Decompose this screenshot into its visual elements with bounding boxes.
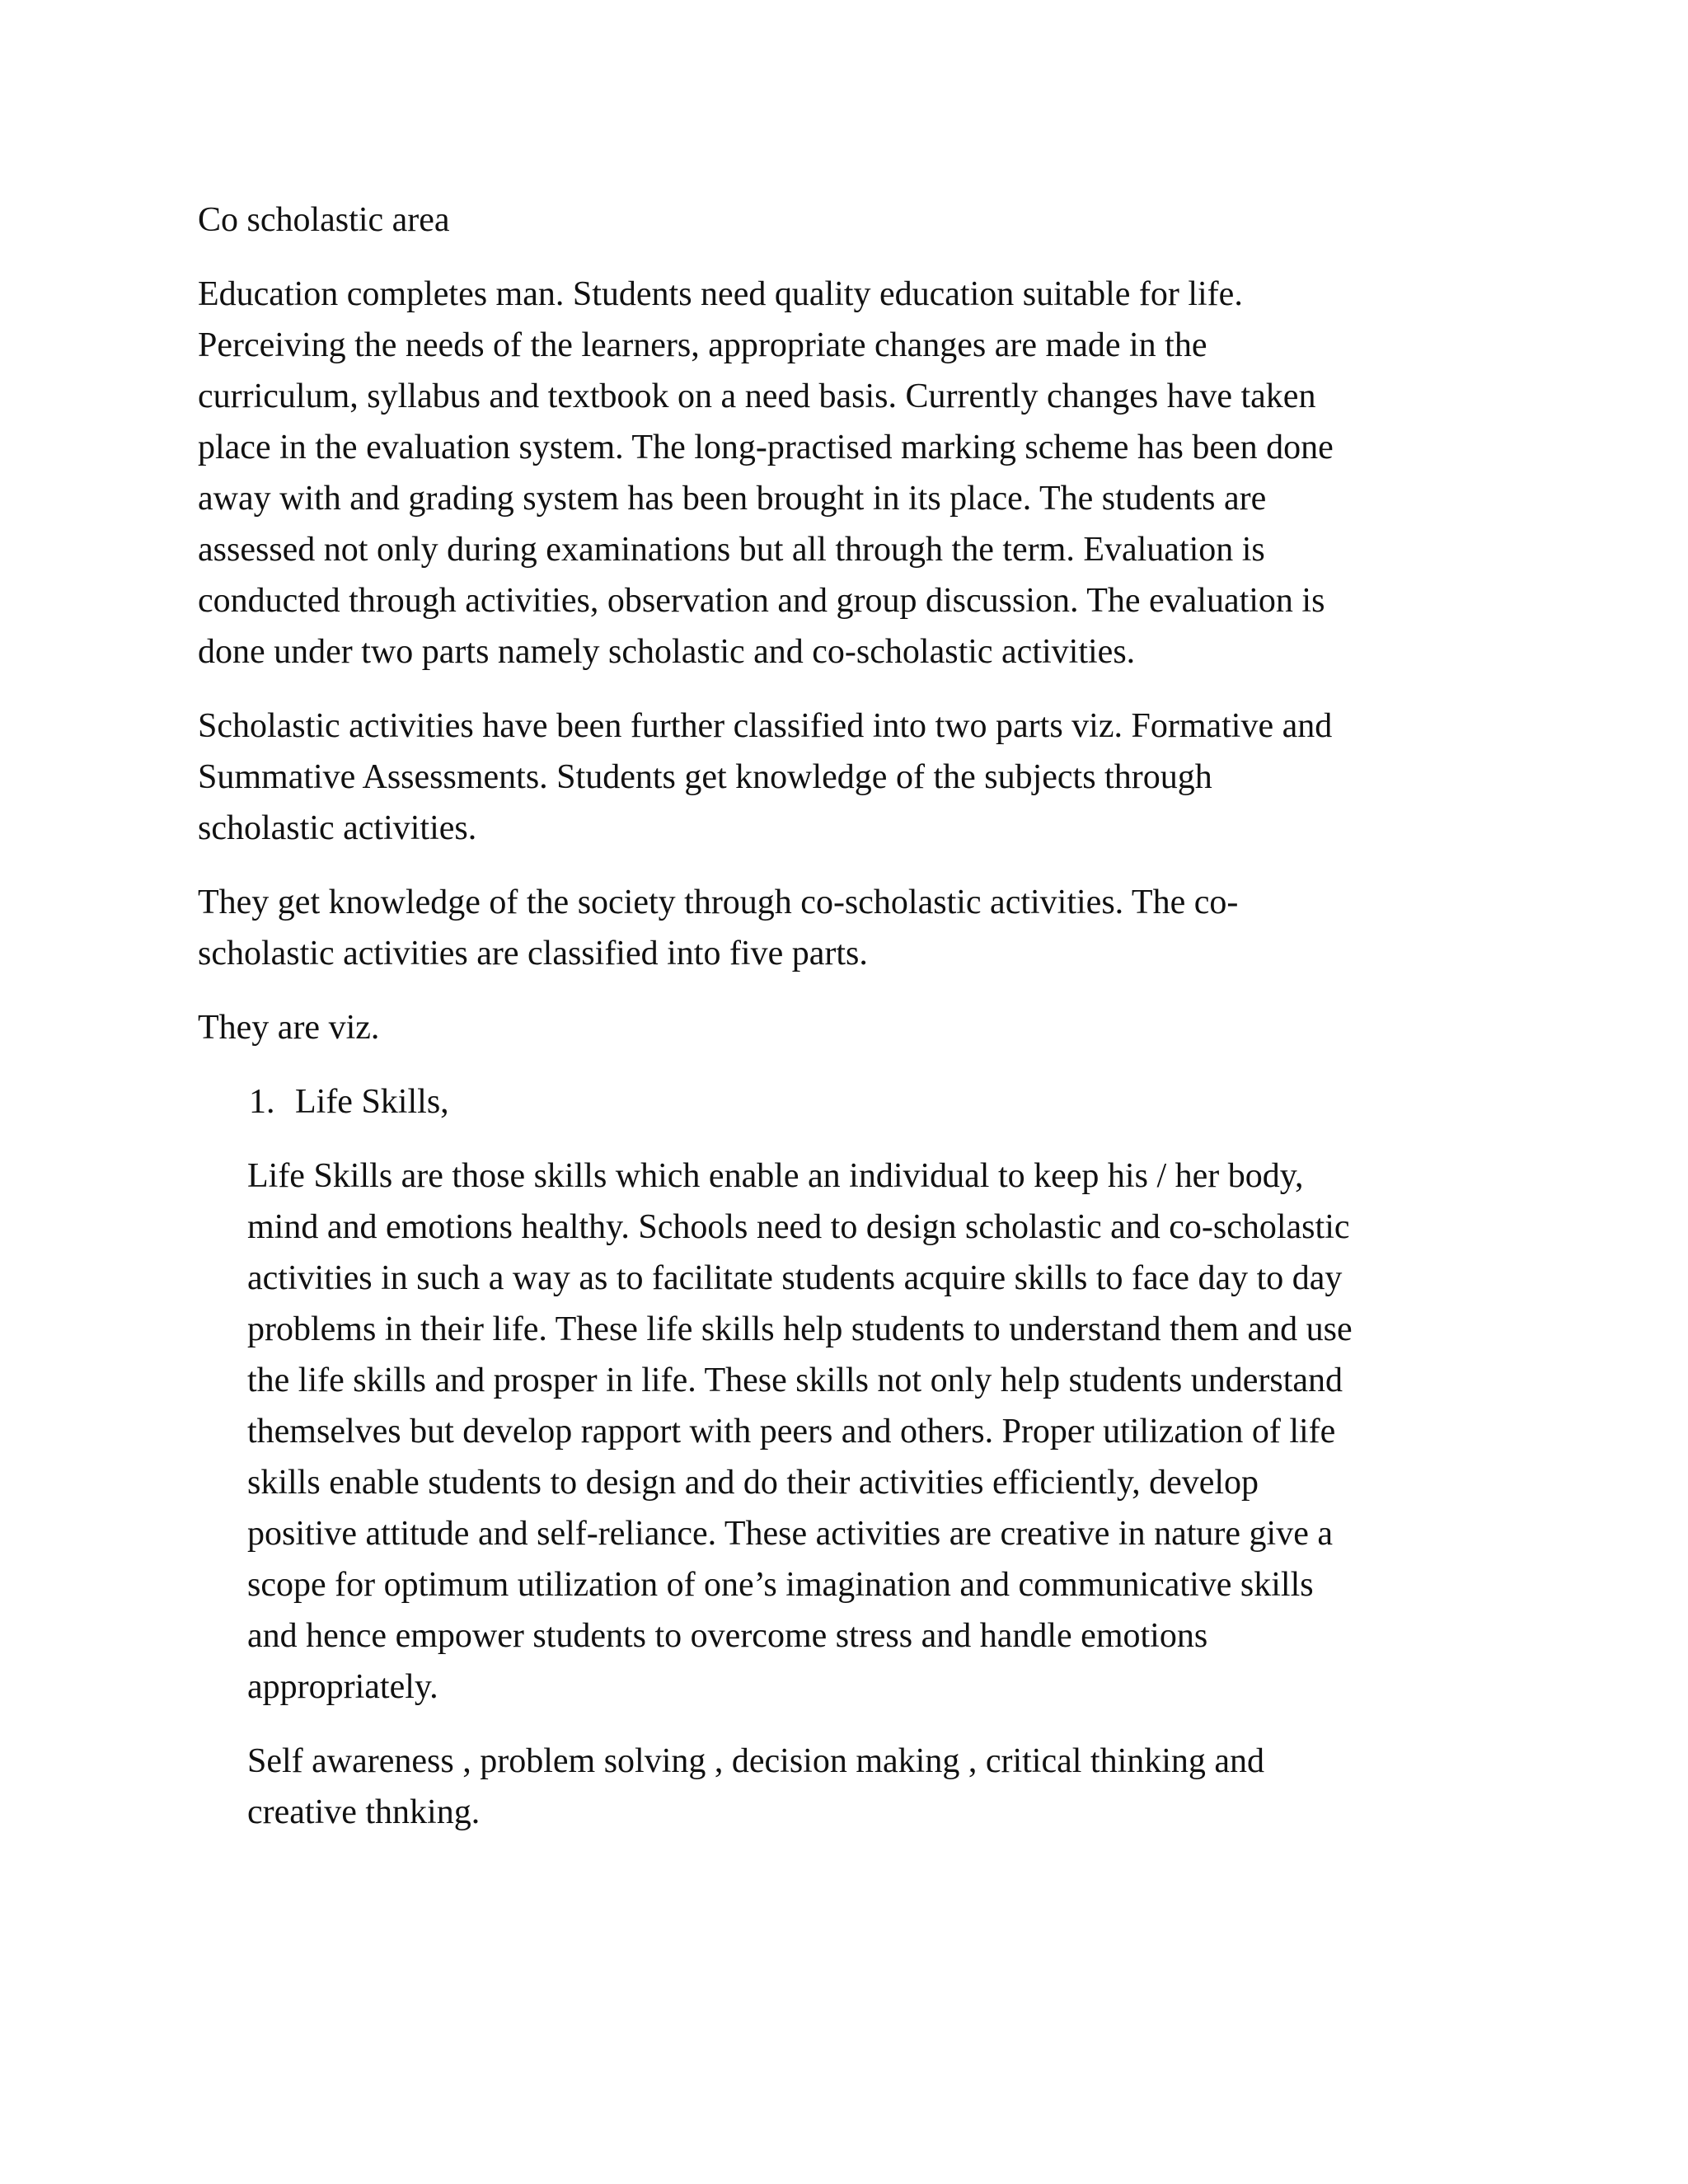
- document-title: Co scholastic area: [198, 201, 450, 239]
- text-line: appropriately.: [247, 1668, 438, 1706]
- text-line: assessed not only during examinations but all through the term. Evaluation is: [198, 531, 1265, 569]
- text-line: place in the evaluation system. The long-practised marking scheme has been done: [198, 429, 1334, 466]
- text-line: the life skills and prosper in life. These skills not only help students understand: [247, 1361, 1343, 1399]
- text-line: scholastic activities are classified into five parts.: [198, 935, 868, 972]
- text-line: Education completes man. Students need quality education suitable for life.: [198, 275, 1243, 313]
- list-item-number: 1.: [249, 1083, 275, 1121]
- text-line: problems in their life. These life skills help students to understand them and use: [247, 1310, 1353, 1348]
- text-line: mind and emotions healthy. Schools need to design scholastic and co-scholastic: [247, 1208, 1350, 1246]
- paragraph-life-skills: [247, 1151, 1484, 1713]
- text-line: conducted through activities, observation and group discussion. The evaluation is: [198, 582, 1325, 620]
- text-line: activities in such a way as to facilitate students acquire skills to face day to day: [247, 1259, 1343, 1297]
- text-line: done under two parts namely scholastic and co-scholastic activities.: [198, 633, 1136, 671]
- document-content: [198, 194, 1484, 1861]
- text-line: Scholastic activities have been further classified into two parts viz. Formative and: [198, 707, 1333, 745]
- text-line: Summative Assessments. Students get knowledge of the subjects through: [198, 758, 1212, 796]
- numbered-list: [198, 1076, 1484, 1127]
- text-line: They get knowledge of the society through co-scholastic activities. The co-: [198, 883, 1239, 921]
- paragraph-co-scholastic: [198, 877, 1484, 979]
- text-line: and hence empower students to overcome stress and handle emotions: [247, 1617, 1208, 1655]
- list-item-life-skills: [249, 1076, 1484, 1127]
- paragraph-intro: [198, 269, 1484, 677]
- text-line: scholastic activities.: [198, 809, 477, 847]
- text-line: They are viz.: [198, 1009, 380, 1047]
- paragraph-scholastic: [198, 701, 1484, 854]
- text-line: Life Skills are those skills which enable an individual to keep his / her body,: [247, 1157, 1304, 1195]
- text-line: scope for optimum utilization of one’s imagination and communicative skills: [247, 1566, 1314, 1604]
- text-line: curriculum, syllabus and textbook on a need basis. Currently changes have taken: [198, 377, 1316, 415]
- text-line: away with and grading system has been brought in its place. The students are: [198, 480, 1267, 518]
- text-line: Perceiving the needs of the learners, appropriate changes are made in the: [198, 326, 1207, 364]
- text-line: Self awareness , problem solving , decision making , critical thinking and: [247, 1742, 1265, 1780]
- text-line: skills enable students to design and do their activities efficiently, develop: [247, 1464, 1259, 1502]
- paragraph-skill-list: [247, 1736, 1484, 1838]
- text-line: themselves but develop rapport with peers and others. Proper utilization of life: [247, 1413, 1336, 1451]
- paragraph-they-are: [198, 1002, 1484, 1053]
- text-line: creative thnking.: [247, 1793, 481, 1831]
- text-line: positive attitude and self-reliance. These activities are creative in nature give a: [247, 1515, 1333, 1553]
- list-item-label: Life Skills,: [295, 1083, 449, 1121]
